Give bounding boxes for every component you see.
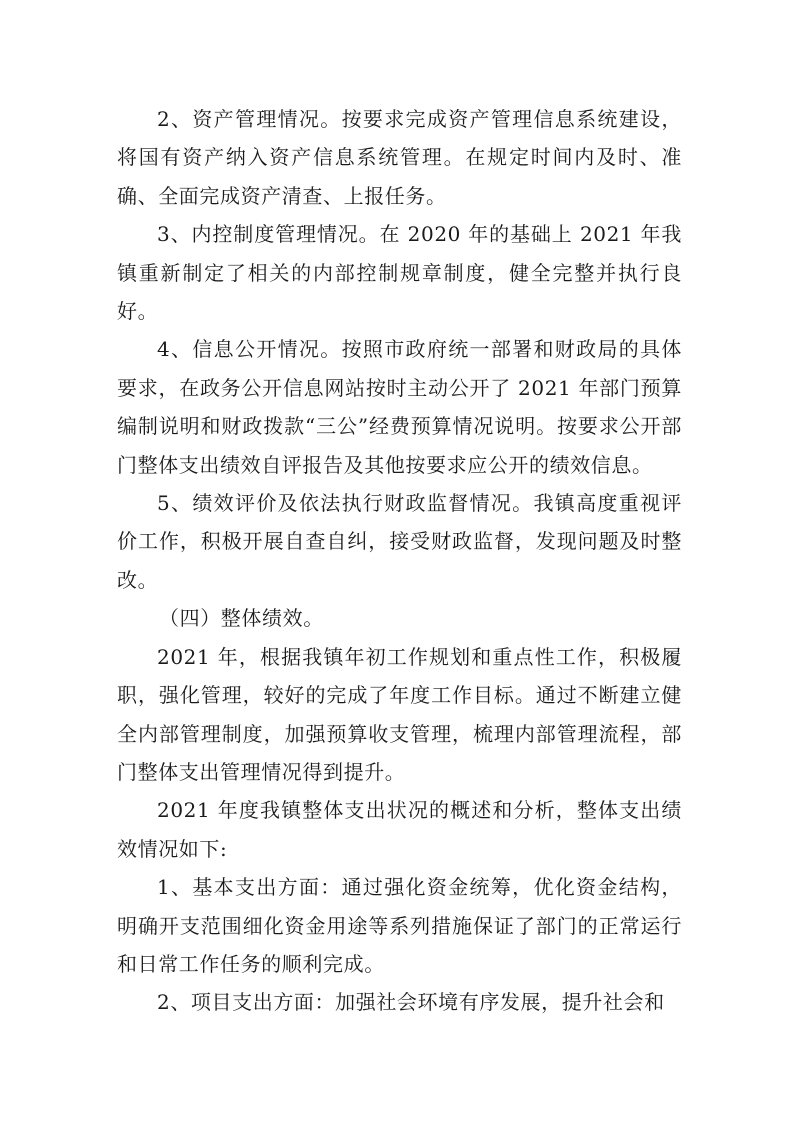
paragraph-asset-management: 2、资产管理情况。按要求完成资产管理信息系统建设，将国有资产纳入资产信息系统管理。在规定时间内及时、准确、全面完成资产清查、上报任务。 [117,107,682,208]
section-heading-overall-performance: （四）整体绩效。 [159,606,324,631]
paragraph-expenditure-overview: 2021 年度我镇整体支出状况的概述和分析，整体支出绩效情况如下: [117,798,682,861]
paragraph-basic-expenditure: 1、基本支出方面：通过强化资金统筹，优化资金结构，明确开支范围细化资金用途等系列措施保证了部门的正常运行和日常工作任务的顺利完成。 [117,875,682,976]
document-page [117,100,682,1022]
paragraph-information-disclosure: 4、信息公开情况。按照市政府统一部署和财政局的具体要求，在政务公开信息网站按时主动公开了 2021 年部门预算编制说明和财政拨款“三公”经费预算情况说明。按要求公开部门整体支出绩效自评报告及其他按要求应公开的绩效信息。 [117,337,682,477]
paragraph-performance-evaluation: 5、绩效评价及依法执行财政监督情况。我镇高度重视评价工作，积极开展自查自纠，接受财政监督，发现问题及时整改。 [117,491,682,592]
paragraph-internal-control: 3、内控制度管理情况。在 2020 年的基础上 2021 年我镇重新制定了相关的内部控制规章制度，健全完整并执行良好。 [117,222,682,324]
paragraph-overall-summary: 2021 年，根据我镇年初工作规划和重点性工作，积极履职，强化管理，较好的完成了年度工作目标。通过不断建立健全内部管理制度，加强预算收支管理，梳理内部管理流程，部门整体支出管理情况得到提升。 [117,644,682,784]
paragraph-project-expenditure: 2、项目支出方面：加强社会环境有序发展，提升社会和 [157,990,665,1015]
